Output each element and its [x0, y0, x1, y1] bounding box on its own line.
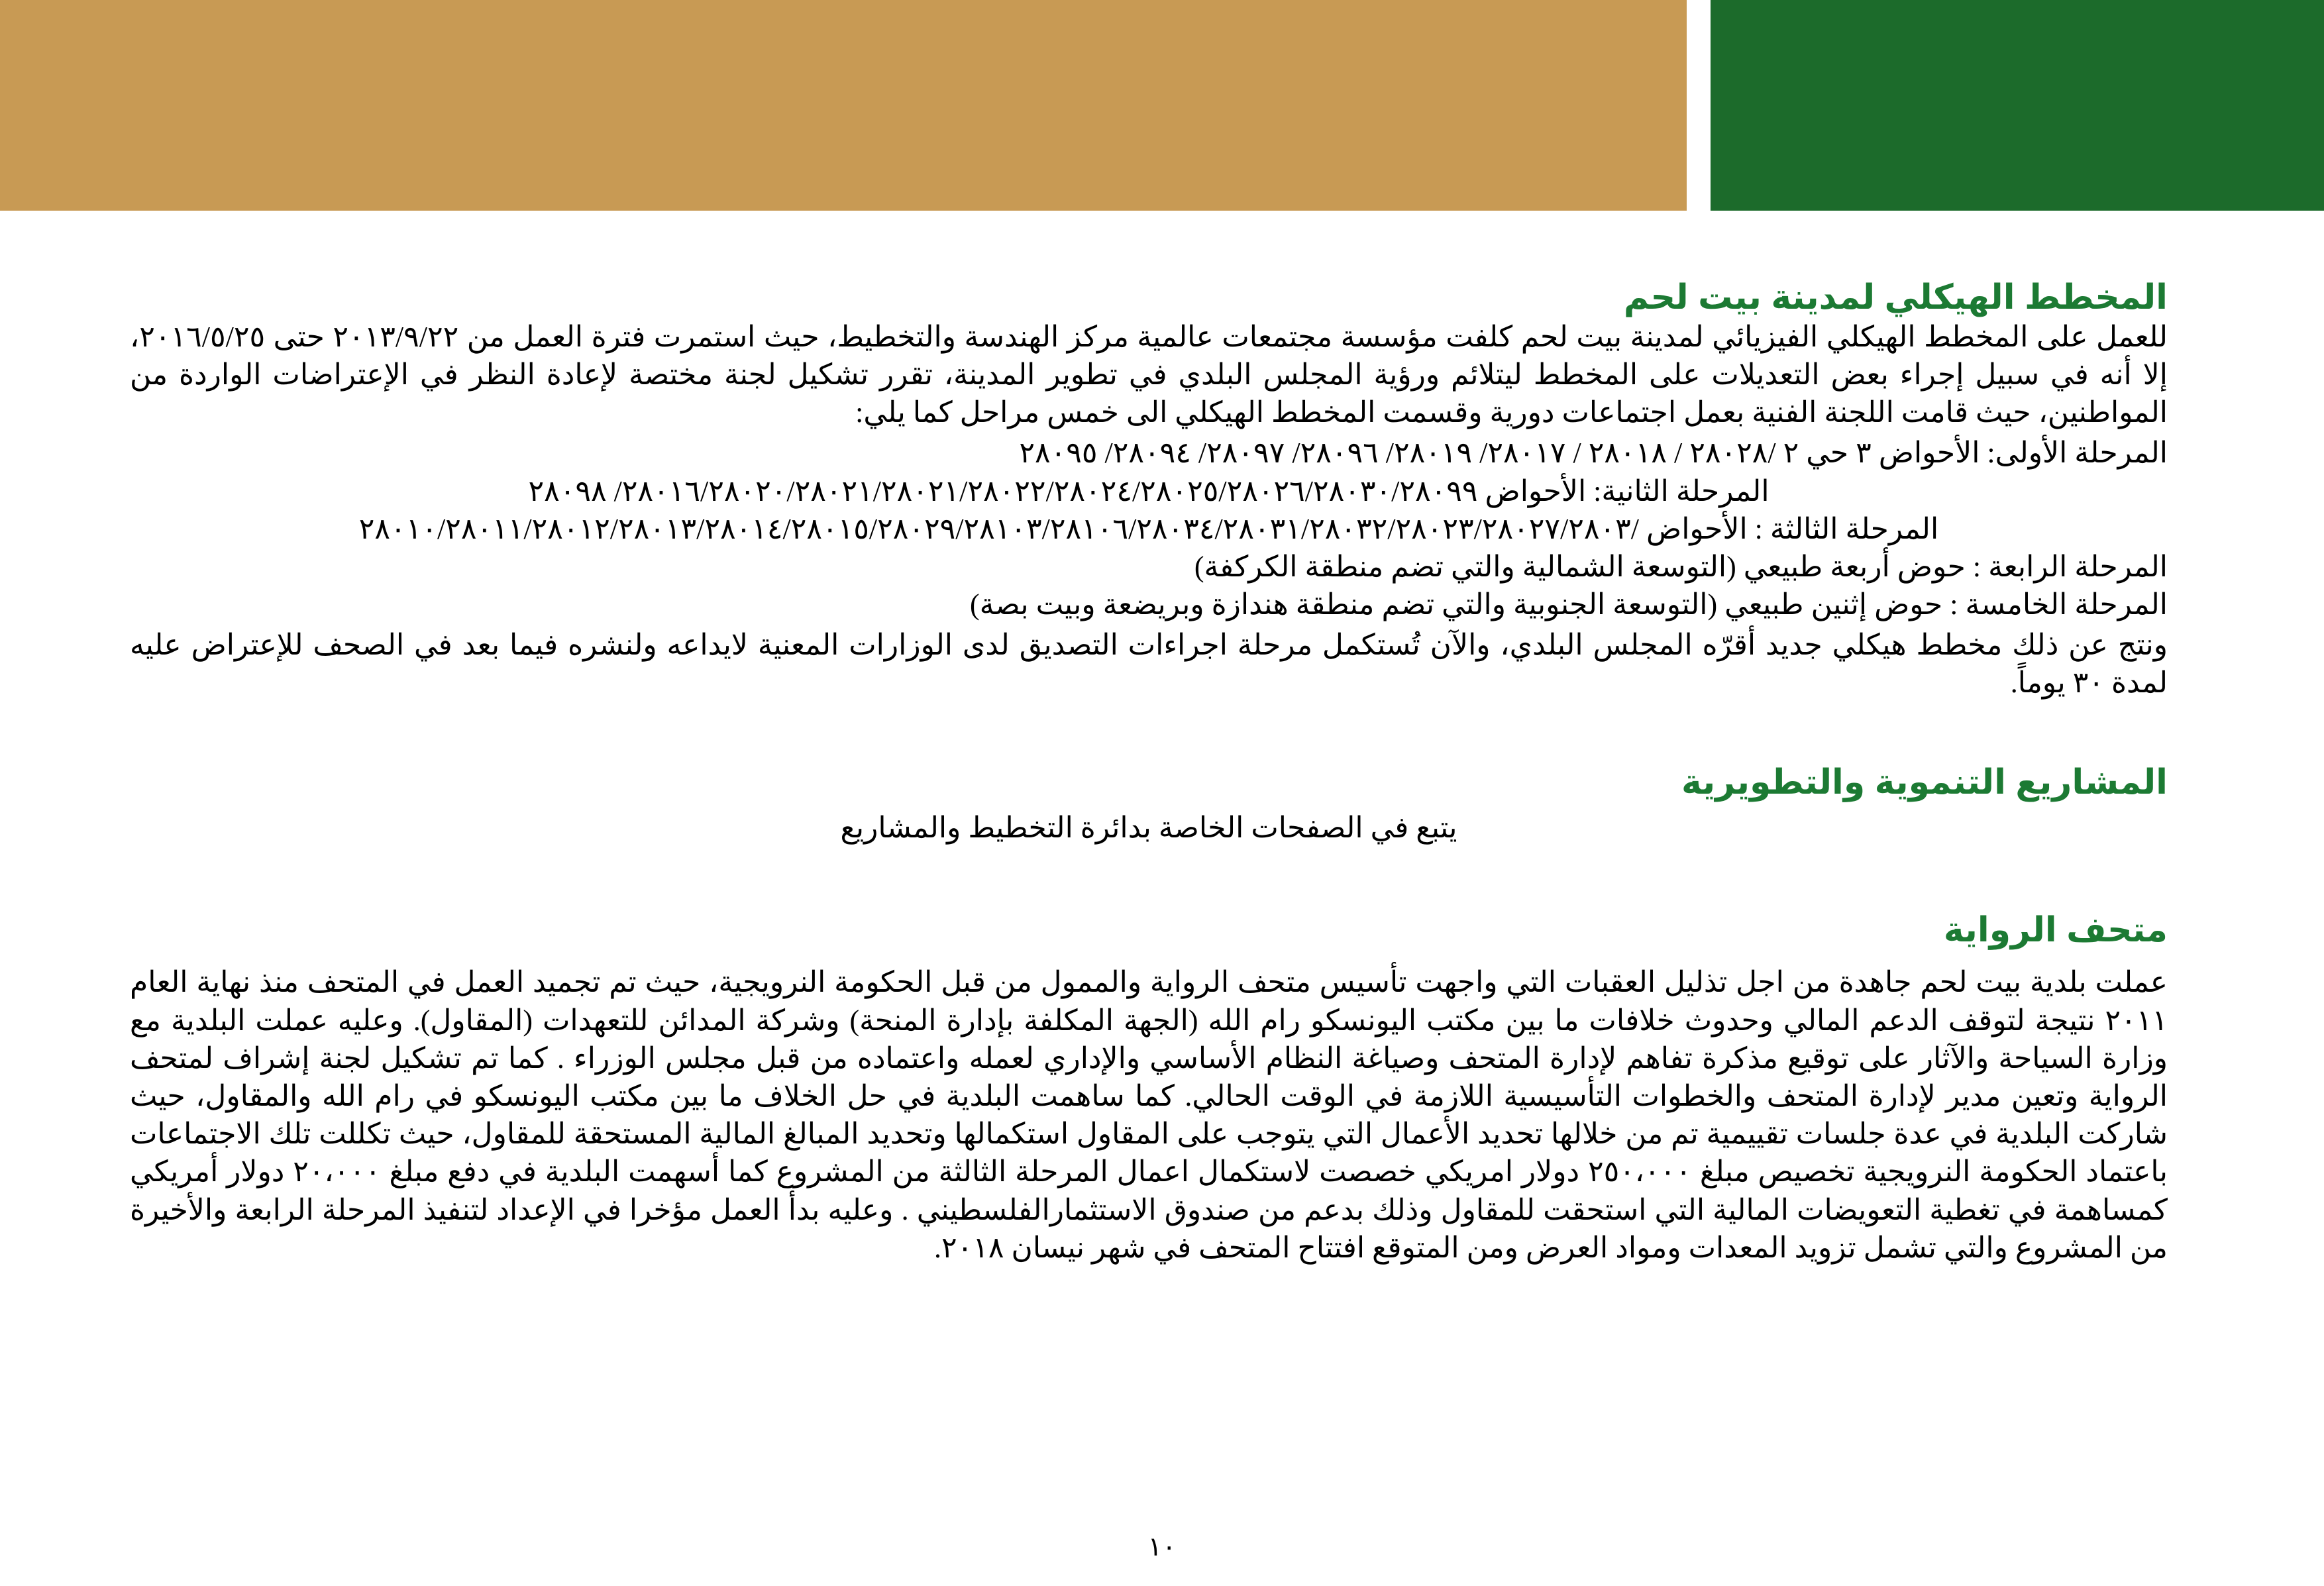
spacer-top: [130, 212, 2168, 278]
phase-item-1: المرحلة الأولى: الأحواض ٣ حي ٢ /٢٨٠٢٨ / ٢٨٠١٨ / ٢٨٠١٧/ ٢٨٠١٩/ ٢٨٠٩٦/ ٢٨٠٩٧/ ٢٨٠٩٤/ ٢٨٠٩٥: [1019, 437, 2168, 470]
phase-item-2: المرحلة الثانية: الأحواض ٢٨٠١٦/٢٨٠٢٠/٢٨٠٢١/٢٨٠٢١/٢٨٠٢٢/٢٨٠٢٤/٢٨٠٢٥/٢٨٠٢٦/٢٨٠٣٠/٢٨٠٩٩/ ٢٨٠٩٨: [528, 474, 1769, 507]
phase-list: [130, 434, 2168, 623]
spacer-section-2: [130, 702, 2168, 763]
section-closing-structural-plan: ونتج عن ذلك مخطط هيكلي جديد أقرّه المجلس البلدي، والآن تُستكمل مرحلة اجراءات التصديق لدى الوزارات المعنية لايداعه ولنشره فيما بعد في الصحف للإعتراض عليه لمدة ٣٠ يوماً.: [130, 629, 2168, 700]
section-heading-development-projects: المشاريع التنموية والتطويرية: [1681, 763, 2168, 802]
section-note-development-projects: يتبع في الصفحات الخاصة بدائرة التخطيط والمشاريع: [840, 812, 1457, 845]
banner-green-block: [1711, 0, 2324, 211]
spacer-section-3: [130, 847, 2168, 911]
section-paragraph-museum: عملت بلدية بيت لحم جاهدة من اجل تذليل العقبات التي واجهت تأسيس متحف الرواية والممول من قبل الحكومة النرويجية، حيث تم تجميد العمل في المتحف منذ نهاية العام ٢٠١١ نتيجة لتوقف الدعم المالي وحدوث خلافات ما بين مكتب اليونسكو رام الله (الجهة المكلفة بإدارة المنحة) وشركة المدائن للتعهدات (المقاول). وعليه عملت البلدية مع وزارة السياحة والآثار على توقيع مذكرة تفاهم لإدارة المتحف وصياغة النظام الأساسي والإداري لعمله واعتماده من قبل مجلس الوزراء . كما تم تشكيل لجنة إشراف لمتحف الرواية وتعين مدير لإدارة المتحف والخطوات التأسيسية اللازمة في الوقت الحالي. كما ساهمت البلدية في حل الخلاف ما بين مكتب اليونسكو في رام الله والمقاول، حيث شاركت البلدية في عدة جلسات تقييمية تم من خلالها تحديد الأعمال التي يتوجب على المقاول استكمالها وتحديد المبالغ المالية المستحقة للمقاول، حيث تكللت تلك الاجتماعات باعتماد الحكومة النرويجية تخصيص مبلغ ٢٥٠،٠٠٠ دولار امريكي خصصت لاستكمال اعمال المرحلة الثالثة من المشروع كما أسهمت البلدية في دفع مبلغ ٢٠،٠٠٠ دولار أمريكي كمساهمة في تغطية التعويضات المالية التي استحقت للمقاول وذلك بدعم من صندوق الاستثمارالفلسطيني . وعليه بدأ العمل مؤخرا في الإعداد لتنفيذ المرحلة الرابعة والأخيرة من المشروع والتي تشمل تزويد المعدات ومواد العرض ومن المتوقع افتتاح المتحف في شهر نيسان ٢٠١٨.: [130, 966, 2168, 1264]
spacer-after-heading-2: [130, 802, 2168, 809]
top-banner: [0, 0, 2324, 212]
section-heading-structural-plan: المخطط الهيكلي لمدينة بيت لحم: [1623, 278, 2168, 317]
section-paragraph-structural-plan: للعمل على المخطط الهيكلي الفيزيائي لمدينة بيت لحم كلفت مؤسسة مجتمعات عالمية مركز الهندسة والتخطيط، حيث استمرت فترة العمل من ٢٠١٣/٩/٢٢ حتى ٢٠١٦/٥/٢٥، إلا أنه في سبيل إجراء بعض التعديلات على المخطط ليتلائم ورؤية المجلس البلدي في تطوير المدينة، تقرر تشكيل لجنة مختصة لإعادة النظر في الإعتراضات الواردة من المواطنين، حيث قامت اللجنة الفنية بعمل اجتماعات دورية وقسمت المخطط الهيكلي الى خمس مراحل كما يلي:: [130, 320, 2168, 429]
phase-item-5: المرحلة الخامسة : حوض إثنين طبيعي (التوسعة الجنوبية والتي تضم منطقة هندازة وبريضعة وبيت بصة): [969, 588, 2168, 621]
page-number: ١٠: [1147, 1532, 1177, 1561]
page-content: [0, 212, 2324, 1586]
phase-item-3: المرحلة الثالثة : الأحواض /٢٨٠١٠/٢٨٠١١/٢٨٠١٢/٢٨٠١٣/٢٨٠١٤/٢٨٠١٥/٢٨٠٢٩/٢٨١٠٣/٢٨١٠٦/٢٨٠٣٤/٢٨٠٣١/٢٨٠٣٢/٢٨٠٢٣/٢٨٠٢٧/٢٨٠٣: [358, 512, 1939, 545]
banner-gold-block: [0, 0, 1687, 211]
section-heading-museum: متحف الرواية: [1943, 910, 2168, 949]
spacer-after-heading-3: [130, 950, 2168, 963]
phase-item-4: المرحلة الرابعة : حوض أربعة طبيعي (التوسعة الشمالية والتي تضم منطقة الكركفة): [1194, 550, 2168, 583]
